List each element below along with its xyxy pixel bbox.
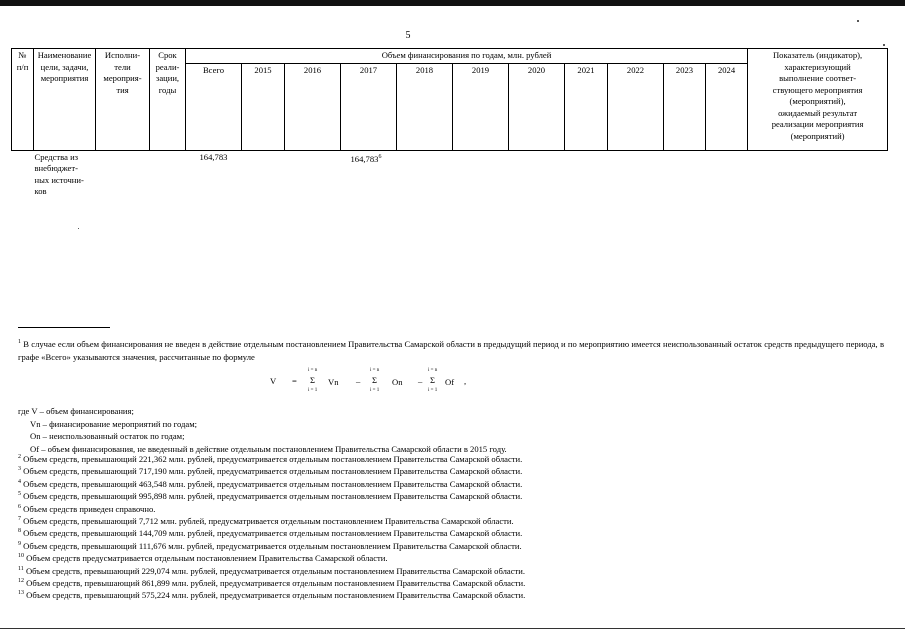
page-number: 5 — [405, 30, 411, 41]
footnote-marker: 11 — [18, 565, 24, 572]
footnote-marker: 4 — [18, 478, 21, 485]
legend-line: On – неиспользованный остаток по годам; — [30, 431, 185, 441]
scan-speck — [78, 228, 79, 229]
col-year-2021: 2021 — [565, 63, 608, 150]
scan-speck — [857, 20, 859, 22]
formula-legend — [18, 405, 507, 455]
formula-v: V — [270, 376, 277, 386]
bottom-border — [0, 628, 905, 629]
col-year-2023: 2023 — [664, 63, 706, 150]
formula-term-on: On — [392, 377, 403, 387]
col-indicator: Показатель (индикатор), характеризующий выполнение соответ- ствующего мероприятия (мероприятий), ожидаемый результат реализации мероприятия (мероприятий) — [748, 49, 888, 151]
col-name: Наименование цели, задачи, мероприятия — [34, 49, 96, 151]
formula-lower: i = 1 — [428, 388, 438, 393]
footnote-separator — [18, 327, 110, 328]
footnote-item — [18, 478, 888, 490]
footnote-text: Объем средств, превышающий 995,898 млн. рублей, предусматривается отдельным постановлением Правительства Самарской области. — [23, 491, 523, 502]
col-year-2020: 2020 — [509, 63, 565, 150]
row-name: Средства из внебюджет- ных источни- ков — [34, 151, 84, 196]
legend-line: где V – объем финансирования; — [18, 406, 134, 416]
footnote-1-marker: 1 — [18, 339, 21, 346]
col-year-2019: 2019 — [453, 63, 509, 150]
footnote-item — [18, 527, 888, 539]
footnote-marker: 8 — [18, 528, 21, 535]
footnote-text: Объем средств, превышающий 861,899 млн. рублей, предусматривается отдельным постановлением Правительства Самарской области. — [26, 578, 526, 589]
col-year-2017: 2017 — [341, 63, 397, 150]
footnote-item — [18, 465, 888, 477]
table-row — [12, 150, 888, 199]
col-year-2016: 2016 — [285, 63, 341, 150]
footnote-marker: 5 — [18, 491, 21, 498]
formula-upper: i = n — [370, 368, 380, 373]
footnote-item — [18, 552, 888, 564]
footnote-marker: 13 — [18, 590, 24, 597]
formula-minus: – — [418, 376, 423, 386]
formula-term-vn: Vn — [328, 377, 339, 387]
top-border — [0, 0, 905, 6]
footnote-text: Объем средств, превышающий 463,548 млн. рублей, предусматривается отдельным постановлением Правительства Самарской области. — [23, 478, 523, 489]
footnote-text: Объем средств, превышающий 221,362 млн. рублей, предусматривается отдельным постановлением Правительства Самарской области. — [23, 454, 523, 464]
footnote-item — [18, 515, 888, 527]
footnote-text: Объем средств, превышающий 111,676 млн. рублей, предусматривается отдельным постановлением Правительства Самарской области. — [23, 540, 522, 551]
formula-lower: i = 1 — [308, 388, 318, 393]
footnote-1-text: В случае если объем финансирования не введен в действие отдельным постановлением Правительства Самарской области в предыдущий период и по мероприятию имеется неиспользованный остаток средств предыдущего периода, в графе «Всего» указываются значения, рассчитанные по формуле — [18, 339, 885, 362]
footnote-marker: 7 — [18, 516, 21, 523]
footnote-list — [18, 453, 888, 602]
footnote-marker: 2 — [18, 454, 21, 461]
footnote-item — [18, 540, 888, 552]
footnote-1 — [18, 338, 884, 364]
formula-term-of: Of — [445, 377, 455, 387]
footnote-text: Объем средств, превышающий 229,074 млн. рублей, предусматривается отдельным постановлением Правительства Самарской области. — [25, 565, 526, 576]
formula-sigma: Σ — [310, 375, 316, 385]
col-year-2015: 2015 — [242, 63, 285, 150]
footnote-text: Объем средств предусматривается отдельным постановлением Правительства Самарской области. — [26, 553, 388, 564]
formula-upper: i = n — [308, 368, 318, 373]
formula — [268, 368, 488, 398]
col-executors: Исполни- тели мероприя- тия — [96, 49, 150, 151]
col-year-2018: 2018 — [397, 63, 453, 150]
footnote-text: Объем средств приведен справочно. — [23, 503, 156, 514]
col-year-2022: 2022 — [608, 63, 664, 150]
footnote-marker: 10 — [18, 553, 24, 560]
col-year-2024: 2024 — [706, 63, 748, 150]
formula-comma: , — [464, 376, 467, 386]
footnote-text: Объем средств, превышающий 144,709 млн. рублей, предусматривается отдельным постановлением Правительства Самарской области. — [23, 528, 523, 539]
footnote-item — [18, 453, 888, 465]
col-total: Всего — [186, 63, 242, 150]
scan-speck — [883, 44, 885, 46]
footnote-item — [18, 490, 888, 502]
col-num: № п/п — [12, 49, 34, 151]
footnote-marker: 6 — [18, 503, 21, 510]
col-funding-group: Объем финансирования по годам, млн. рублей — [186, 49, 748, 64]
formula-sigma: Σ — [372, 375, 378, 385]
formula-lower: i = 1 — [370, 388, 380, 393]
legend-line: Of – объем финансирования, не введенный в действие отдельным постановлением Правительства Самарской области в 2015 году. — [30, 443, 507, 454]
footnote-item — [18, 589, 888, 601]
formula-sigma: Σ — [430, 375, 436, 385]
footnote-marker: 3 — [18, 466, 21, 473]
footnote-text: Объем средств, превышающий 7,712 млн. рублей, предусматривается отдельным постановлением Правительства Самарской области. — [23, 516, 514, 527]
row-2017-footnote-ref: 6 — [378, 153, 382, 160]
footnote-item — [18, 577, 888, 589]
footnote-item — [18, 565, 888, 577]
formula-upper: i = n — [428, 368, 438, 373]
funding-table — [11, 48, 888, 199]
row-total-value: 164,783 — [199, 151, 228, 162]
formula-minus: – — [356, 376, 361, 386]
formula-eq: = — [292, 376, 297, 386]
legend-line: Vn – финансирование мероприятий по годам; — [30, 418, 198, 429]
footnote-marker: 9 — [18, 540, 21, 547]
footnote-text: Объем средств, превышающий 575,224 млн. рублей, предусматривается отдельным постановлением Правительства Самарской области. — [26, 590, 526, 601]
footnote-text: Объем средств, превышающий 717,190 млн. рублей, предусматривается отдельным постановлением Правительства Самарской области. — [23, 466, 523, 477]
col-term: Срок реали- зации, годы — [150, 49, 186, 151]
footnote-marker: 12 — [18, 578, 24, 585]
footnote-item — [18, 503, 888, 515]
row-2017-value: 164,783 — [350, 153, 379, 164]
